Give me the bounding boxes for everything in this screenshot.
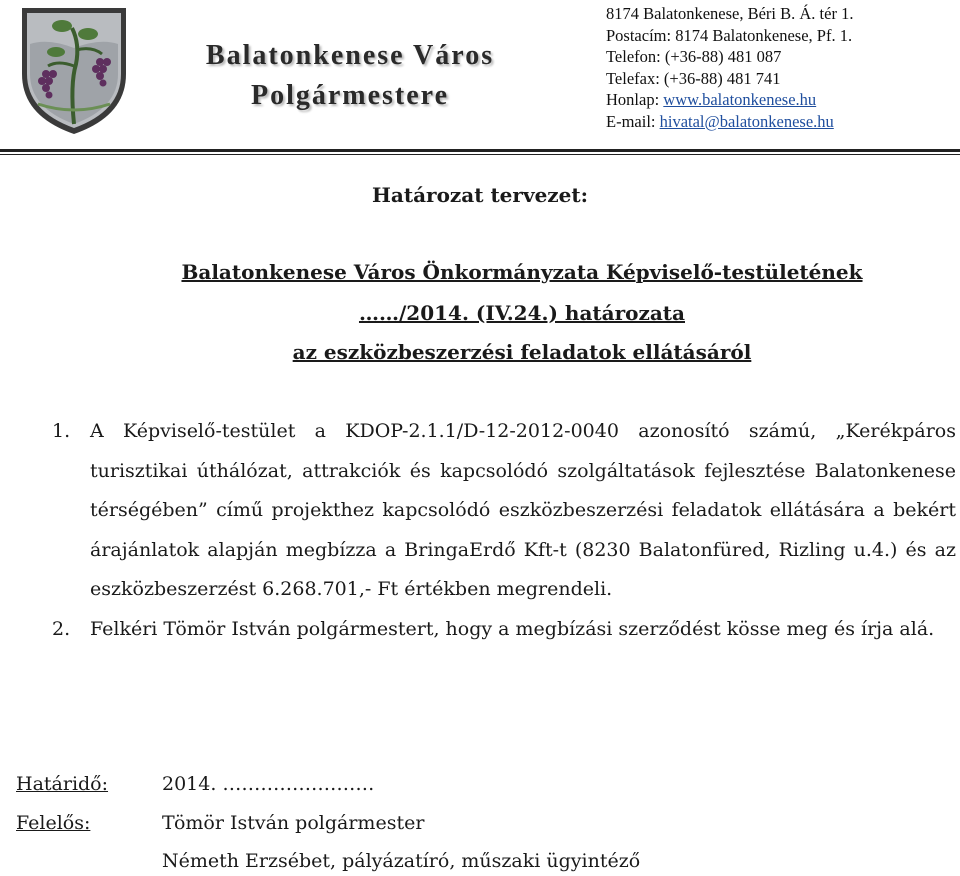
- resolution-title-line2: ……/2014. (IV.24.) határozata: [358, 301, 685, 325]
- responsible-label: Felelős:: [16, 812, 91, 834]
- fax-line: Telefax: (+36-88) 481 741: [606, 68, 781, 88]
- postal-line: Postacím: 8174 Balatonkenese, Pf. 1.: [606, 25, 853, 45]
- org-name: [150, 36, 550, 116]
- resolution-items: [52, 412, 956, 649]
- web-line: [606, 89, 853, 111]
- contact-block: [606, 3, 853, 132]
- org-name-line2: Polgármestere: [250, 80, 450, 111]
- resolution-item-1: [52, 412, 956, 610]
- address-line: 8174 Balatonkenese, Béri B. Á. tér 1.: [606, 4, 854, 23]
- email-link[interactable]: hivatal@balatonkenese.hu: [659, 111, 834, 131]
- draft-title: Határozat tervezet:: [372, 183, 588, 207]
- responsible-secondary: Németh Erzsébet, pályázatíró, műszaki ügyintéző: [162, 850, 641, 872]
- item-text: A Képviselő-testület a KDOP-2.1.1/D-12-2012-0040 azonosító számú, „Kerékpáros turisztikai úthálózat, attrakciók és kapcsolódó szolgáltatások fejlesztése Balatonkenese térségében” című projekthez kapcsolódó eszközbeszerzési feladatok ellátására a bekért árajánlatok alapján megbízza a BringaErdő Kft-t (8230 Balatonfüred, Rizling u.4.) és az eszközbeszerzést 6.268.701,- Ft értékben megrendeli.: [90, 420, 956, 600]
- resolution-item-2: [52, 610, 956, 650]
- email-label: E-mail:: [606, 111, 660, 131]
- responsible-primary: Tömör István polgármester: [162, 812, 425, 834]
- header-divider-thin: [0, 154, 960, 155]
- resolution-title-line1: Balatonkenese Város Önkormányzata Képviselő-testületének: [181, 260, 863, 284]
- coat-of-arms-logo: [18, 4, 130, 138]
- deadline-value: 2014. ……………………: [162, 773, 375, 795]
- header-divider-thick: [0, 149, 960, 152]
- deadline-label: Határidő:: [16, 773, 109, 795]
- resolution-title-line3: az eszközbeszerzési feladatok ellátásáról: [292, 340, 752, 364]
- phone-line: Telefon: (+36-88) 481 087: [606, 47, 782, 66]
- org-name-line1: Balatonkenese Város: [205, 40, 495, 71]
- item-number: 2.: [52, 617, 71, 640]
- website-link[interactable]: www.balatonkenese.hu: [663, 90, 817, 109]
- item-number: 1.: [52, 420, 71, 442]
- email-line: [606, 111, 853, 133]
- web-label: Honlap:: [606, 90, 664, 109]
- item-text: Felkéri Tömör István polgármestert, hogy a megbízási szerződést kösse meg és írja alá.: [90, 617, 935, 640]
